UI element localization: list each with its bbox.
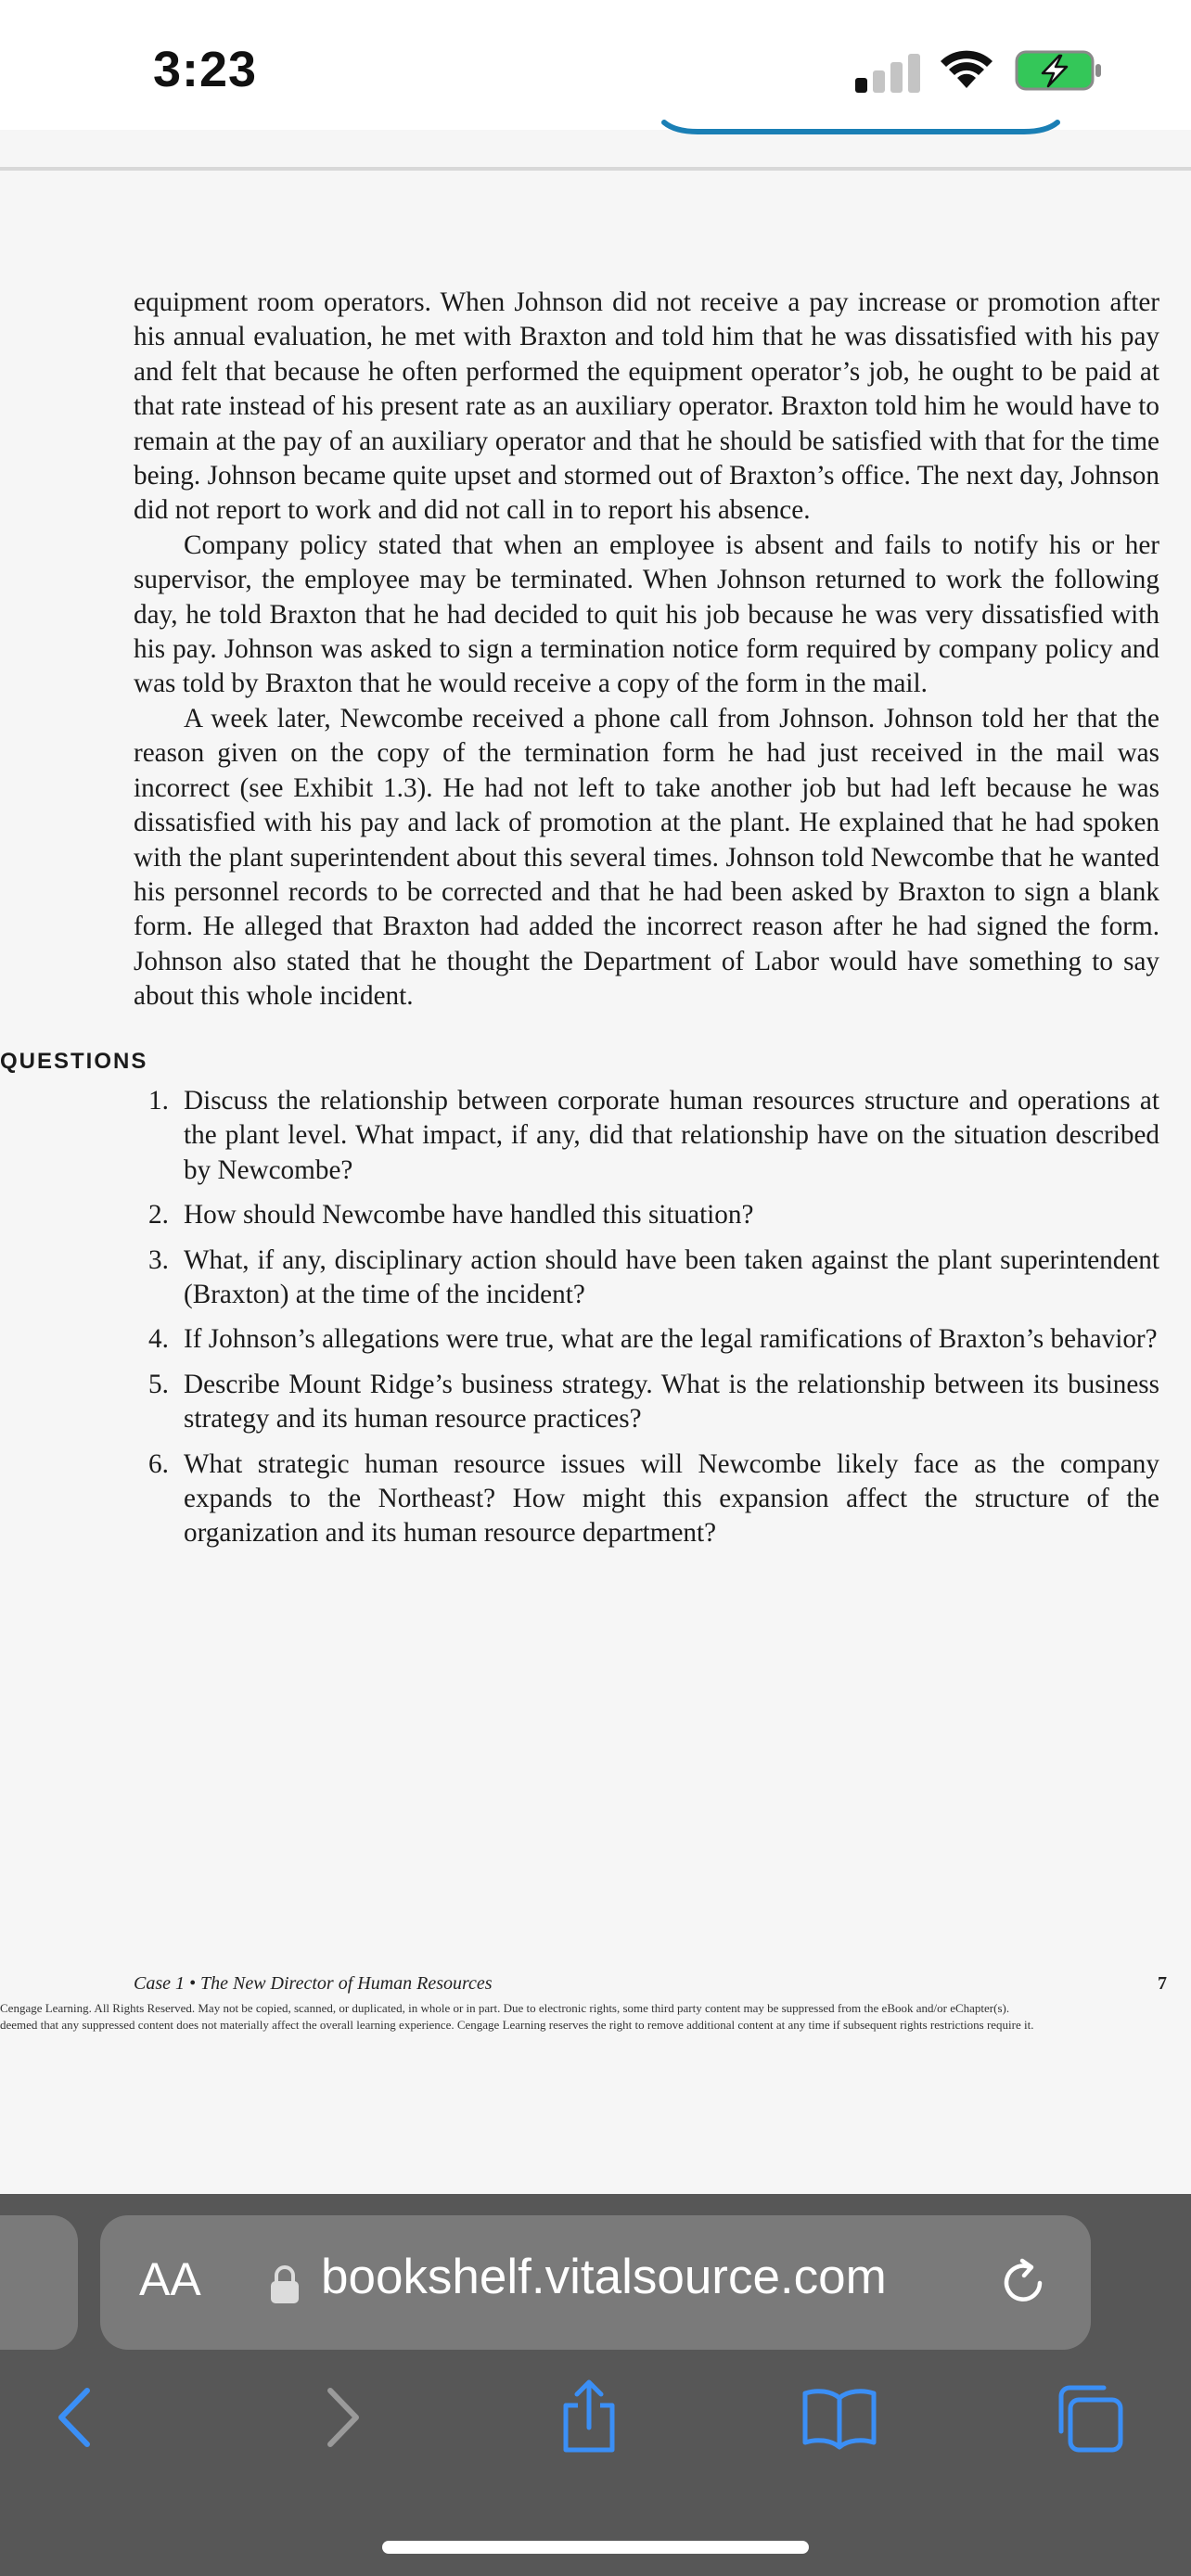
question-item	[148, 1322, 1159, 1357]
question-text: Discuss the relationship between corporate human resources structure and operations at the plant level. What impact, if any, did that relationship have on the situation described by Newcombe?	[184, 1086, 1159, 1185]
page-number: 7	[1158, 1973, 1167, 1994]
question-number: 2.	[148, 1200, 169, 1231]
running-footer: Case 1 • The New Director of Human Resources	[134, 1973, 493, 1994]
forward-icon[interactable]	[299, 2376, 382, 2459]
reading-progress-indicator	[660, 119, 1061, 135]
bookmarks-icon[interactable]	[798, 2376, 881, 2459]
share-icon[interactable]	[547, 2376, 631, 2459]
paragraph: Company policy stated that when an employee is absent and fails to notify his or her supervisor, the employee may be terminated. When Johnson returned to work the following day, he told Braxton that he had decided to quit his job because he was very dissatisfied with his pay. Johnson was asked to sign a termination notice form required by company policy and was told by Braxton that he would receive a copy of the form in the mail.	[134, 529, 1159, 699]
text-size-button[interactable]: AA	[139, 2253, 201, 2305]
tabs-icon[interactable]	[1048, 2376, 1132, 2459]
question-item	[148, 1368, 1159, 1437]
browser-toolbar	[0, 2194, 1191, 2576]
question-text: If Johnson’s allegations were true, what are the legal ramifications of Braxton’s behavior?	[184, 1324, 1158, 1355]
question-text: What, if any, disciplinary action should have been taken against the plant superintendent (Braxton) at the time of the incident?	[184, 1244, 1159, 1310]
case-text	[134, 286, 1159, 1014]
address-bar[interactable]	[100, 2215, 1091, 2350]
copyright-notice	[0, 2000, 1191, 2034]
book-page	[0, 172, 1191, 2194]
url-text[interactable]: bookshelf.vitalsource.com	[321, 2250, 887, 2304]
question-text: What strategic human resource issues will Newcombe likely face as the company expands to the Northeast? How might this expansion affect the structure of the organization and its human resource department?	[184, 1448, 1159, 1549]
question-number: 4.	[148, 1324, 169, 1355]
question-number: 6.	[148, 1448, 169, 1479]
question-item	[148, 1243, 1159, 1313]
back-icon[interactable]	[35, 2376, 119, 2459]
wifi-icon	[937, 46, 996, 91]
question-item	[148, 1447, 1159, 1551]
reload-icon[interactable]	[996, 2256, 1050, 2310]
copyright-line: Cengage Learning. All Rights Reserved. May not be copied, scanned, or duplicated, in whole or in part. Due to electronic rights, some third party content may be suppressed from the eBook and/or eChapter(s).	[0, 2001, 1010, 2015]
header-divider	[0, 167, 1191, 171]
question-item	[148, 1198, 1159, 1232]
paragraph: equipment room operators. When Johnson did not receive a pay increase or promotion after his annual evaluation, he met with Braxton and told him that he was dissatisfied with his pay and felt that because he often performed the equipment operator’s job, he ought to be paid at that rate instead of his present rate as an auxiliary operator. Braxton told him he would have to remain at the pay of an auxiliary operator and that he should be satisfied with that for the time being. Johnson became quite upset and stormed out of Braxton’s office. The next day, Johnson did not report to work and did not call in to report his absence.	[134, 287, 1159, 526]
questions-heading: QUESTIONS	[0, 1049, 148, 1074]
home-indicator[interactable]	[382, 2541, 809, 2554]
question-number: 5.	[148, 1369, 169, 1399]
question-number: 3.	[148, 1244, 169, 1275]
questions-list	[148, 1084, 1159, 1562]
question-text: Describe Mount Ridge’s business strategy. What is the relationship between its business strategy and its human resource practices?	[184, 1369, 1159, 1435]
paragraph: A week later, Newcombe received a phone call from Johnson. Johnson told her that the reason given on the copy of the termination form he had just received in the mail was incorrect (see Exhibit 1.3). He had not left to take another job but had left because he was dissatisfied with his pay and lack of promotion at the plant. He explained that he had spoken with the plant superintendent about this several times. Johnson told Newcombe that he wanted his personnel records to be corrected and that he had been asked by Braxton to sign a blank form. He alleged that Braxton had added the incorrect reason after he had signed the form. Johnson also stated that he thought the Department of Labor would have something to say about this whole incident.	[134, 703, 1159, 1012]
question-text: How should Newcombe have handled this situation?	[184, 1200, 754, 1231]
battery-charging-icon	[1015, 48, 1104, 93]
status-time: 3:23	[153, 42, 258, 97]
cellular-signal-icon	[855, 50, 922, 93]
status-bar	[0, 0, 1191, 130]
question-number: 1.	[148, 1086, 169, 1116]
previous-tab-preview[interactable]	[0, 2215, 78, 2350]
question-item	[148, 1084, 1159, 1188]
copyright-line: deemed that any suppressed content does not materially affect the overall learning experience. Cengage Learning reserves the right to remove additional content at any time if subsequent rights restrictions require it.	[0, 2018, 1034, 2032]
lock-icon	[269, 2264, 301, 2304]
